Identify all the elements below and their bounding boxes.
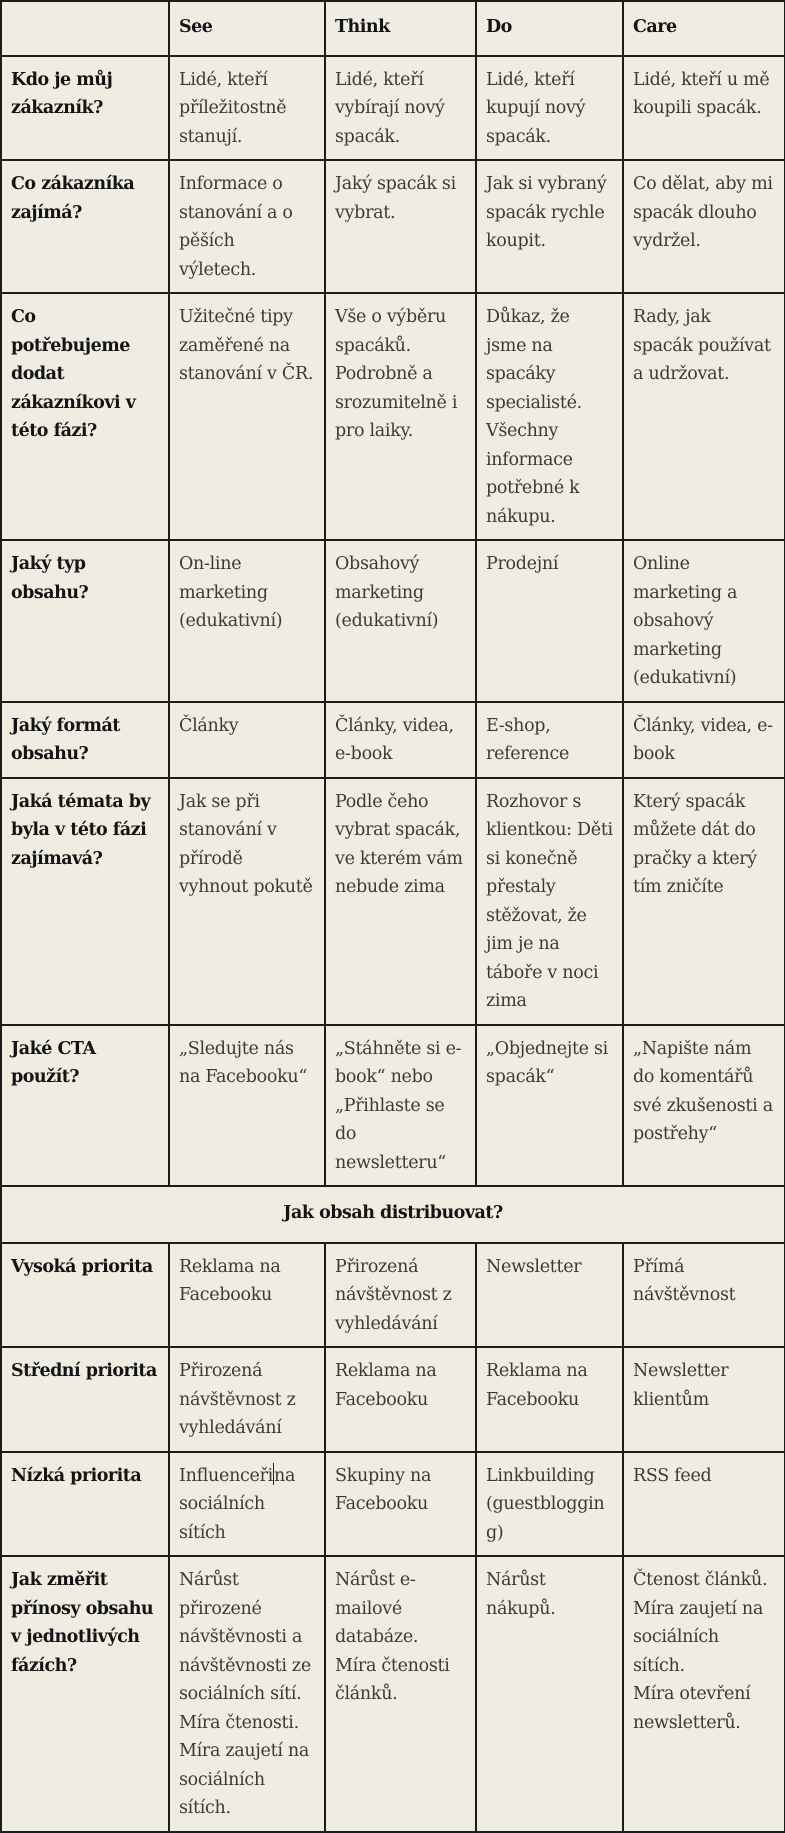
cell-think: „Stáhněte si e-book“ nebo „Přihlaste se do newsletteru“ [325, 1025, 476, 1187]
cell-text-after-caret: na sociálních sítích [179, 1465, 296, 1543]
cell-think: Vše o výběru spacáků. Podrobně a srozumitelně i pro laiky. [325, 293, 476, 540]
table-row [1, 160, 785, 293]
cell-care: Články, videa, e-book [623, 702, 785, 778]
table-row [1, 778, 785, 1025]
cell-do: Lidé, kteří kupují nový spacák. [476, 56, 623, 161]
header-corner-cell [1, 1, 169, 56]
cell-do: Důkaz, že jsme na spacáky specialisté. Všechny informace potřebné k nákupu. [476, 293, 623, 540]
row-label: Jaký typ obsahu? [1, 540, 169, 702]
row-label: Co zákazníka zajímá? [1, 160, 169, 293]
cell-do: Nárůst nákupů. [476, 1556, 623, 1832]
table-row [1, 1243, 785, 1348]
table-row [1, 1452, 785, 1557]
cell-do: Jak si vybraný spacák rychle koupit. [476, 160, 623, 293]
row-label: Jaký formát obsahu? [1, 702, 169, 778]
cell-think: Přirozená návštěvnost z vyhledávání [325, 1243, 476, 1348]
cell-do: E-shop, reference [476, 702, 623, 778]
cell-care: RSS feed [623, 1452, 785, 1557]
section-row [1, 1186, 785, 1243]
cell-think: Obsahový marketing (edukativní) [325, 540, 476, 702]
cell-care: Co dělat, aby mi spacák dlouho vydržel. [623, 160, 785, 293]
row-label: Co potřebujeme dodat zákazníkovi v této fázi? [1, 293, 169, 540]
cell-do: „Objednejte si spacák“ [476, 1025, 623, 1187]
cell-text-before-caret: Influenceři [179, 1465, 273, 1486]
cell-care: „Napište nám do komentářů své zkušenosti a postřehy“ [623, 1025, 785, 1187]
header-care: Care [623, 1, 785, 56]
cell-see: Reklama na Facebooku [169, 1243, 325, 1348]
header-row [1, 1, 785, 56]
cell-do: Reklama na Facebooku [476, 1347, 623, 1452]
table-row [1, 1025, 785, 1187]
cell-do: Linkbuilding (guestblogging) [476, 1452, 623, 1557]
header-see: See [169, 1, 325, 56]
row-label: Jak změřit přínosy obsahu v jednotlivých fázích? [1, 1556, 169, 1832]
row-label: Jaké CTA použít? [1, 1025, 169, 1187]
cell-see: „Sledujte nás na Facebooku“ [169, 1025, 325, 1187]
cell-see: Informace o stanování a o pěších výletech. [169, 160, 325, 293]
cell-care: Přímá návštěvnost [623, 1243, 785, 1348]
cell-care: Rady, jak spacák používat a udržovat. [623, 293, 785, 540]
cell-see: Nárůst přirozené návštěvnosti a návštěvnosti ze sociálních sítí. Míra čtenosti. Míra zaujetí na sociálních sítích. [169, 1556, 325, 1832]
row-label: Střední priorita [1, 1347, 169, 1452]
cell-see[interactable] [169, 1452, 325, 1557]
cell-think: Lidé, kteří vybírají nový spacák. [325, 56, 476, 161]
row-label: Nízká priorita [1, 1452, 169, 1557]
row-label: Kdo je můj zákazník? [1, 56, 169, 161]
cell-think: Podle čeho vybrat spacák, ve kterém vám nebude zima [325, 778, 476, 1025]
cell-care: Newsletter klientům [623, 1347, 785, 1452]
cell-see: On-line marketing (edukativní) [169, 540, 325, 702]
section-title: Jak obsah distribuovat? [1, 1186, 785, 1243]
cell-do: Rozhovor s klientkou: Děti si konečně přestaly stěžovat, že jim je na táboře v noci zima [476, 778, 623, 1025]
table-row [1, 702, 785, 778]
table-row [1, 540, 785, 702]
cell-see: Lidé, kteří příležitostně stanují. [169, 56, 325, 161]
cell-care: Čtenost článků. Míra zaujetí na sociálních sítích. Míra otevření newsletterů. [623, 1556, 785, 1832]
header-think: Think [325, 1, 476, 56]
cell-see: Přirozená návštěvnost z vyhledávání [169, 1347, 325, 1452]
cell-do: Prodejní [476, 540, 623, 702]
cell-think: Články, videa, e-book [325, 702, 476, 778]
row-label: Vysoká priorita [1, 1243, 169, 1348]
table-row [1, 1347, 785, 1452]
cell-think: Reklama na Facebooku [325, 1347, 476, 1452]
cell-think: Nárůst e-mailové databáze. Míra čtenosti článků. [325, 1556, 476, 1832]
cell-care: Online marketing a obsahový marketing (edukativní) [623, 540, 785, 702]
cell-see: Jak se při stanování v přírodě vyhnout pokutě [169, 778, 325, 1025]
cell-think: Skupiny na Facebooku [325, 1452, 476, 1557]
table-row [1, 293, 785, 540]
cell-see: Užitečné tipy zaměřené na stanování v ČR. [169, 293, 325, 540]
cell-do: Newsletter [476, 1243, 623, 1348]
row-label: Jaká témata by byla v této fázi zajímavá? [1, 778, 169, 1025]
cell-care: Který spacák můžete dát do pračky a který tím zničíte [623, 778, 785, 1025]
table-row [1, 56, 785, 161]
table-row [1, 1556, 785, 1832]
header-do: Do [476, 1, 623, 56]
cell-care: Lidé, kteří u mě koupili spacák. [623, 56, 785, 161]
cell-see: Články [169, 702, 325, 778]
cell-think: Jaký spacák si vybrat. [325, 160, 476, 293]
